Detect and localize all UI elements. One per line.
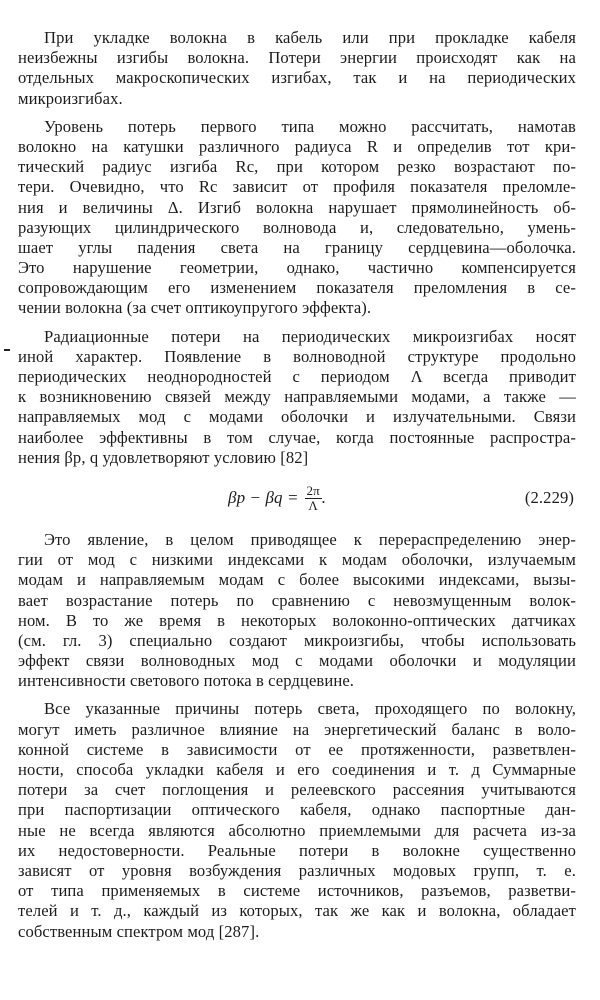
text-line: могут иметь различное влияние на энергетический баланс в воло- (18, 719, 576, 739)
text-line: шает углы падения света на границу сердцевина—оболочка. (18, 237, 576, 257)
equation-number: (2.229) (524, 487, 574, 507)
text-line: волокно на катушки различного радиуса R и определив тот кри- (18, 136, 576, 156)
equation-trailing: . (321, 488, 327, 508)
text-line: периодических неоднородностей с периодом Λ всегда приводит (18, 367, 576, 386)
document-page (18, 28, 576, 950)
text-line: к возникновению связей между направляемыми модами, а также — (18, 387, 576, 407)
text-line: разующих цилиндрического волновода и, следовательно, умень- (18, 217, 576, 237)
text-line: При укладке волокна в кабель или при прокладке кабеля (44, 28, 576, 47)
text-line: неизбежны изгибы волокна. Потери энергии происходят как на (18, 48, 576, 68)
text-line: потери за счет поглощения и релеевского рассеяния учитываются (18, 780, 576, 800)
text-line: ном. В то же время в некоторых волоконно-оптических датчиках (18, 610, 576, 630)
text-line: гии от мод с низкими индексами к модам оболочки, излучаемым (18, 550, 576, 570)
equation-fraction (305, 484, 322, 513)
text-line: иной характер. Появление в волноводной структуре продольно (18, 346, 576, 366)
text-line: (см. гл. 3) специально создают микроизгибы, чтобы использовать (18, 630, 576, 650)
equation-lhs: βp − βq = (228, 488, 299, 508)
text-line: ния и величины Δ. Изгиб волокна нарушает прямолинейность об- (18, 197, 576, 217)
text-line: зависят от уровня возбуждения различных модовых групп, т. е. (18, 860, 576, 880)
text-line: тери. Очевидно, что Rc зависит от профиля показателя преломле- (18, 177, 576, 197)
text-line: микроизгибах. (18, 88, 123, 108)
paragraph-1 (18, 28, 576, 109)
text-line: интенсивности светового потока в сердцевине. (18, 671, 355, 691)
text-line: Все указанные причины потерь света, проходящего по волокну, (44, 699, 576, 719)
paragraph-3 (18, 327, 576, 468)
text-line: Радиационные потери на периодических микроизгибах носят (44, 326, 576, 346)
text-line: при паспортизации оптического кабеля, однако паспортные дан- (18, 800, 576, 820)
text-line: направляемых мод с модами оболочки и излучательными. Связи (18, 407, 576, 427)
text-line: Уровень потерь первого типа можно рассчитать, намотав (44, 116, 576, 136)
equation-expression (228, 484, 326, 513)
text-line: тический радиус изгиба Rc, при котором резко возрастают по- (18, 157, 576, 177)
text-line: ности, способа укладки кабеля и его соединения и т. д Суммарные (18, 760, 576, 779)
text-line: сопровождающим его изменением показателя преломления в се- (18, 278, 576, 298)
text-line: эффект связи волноводных мод с модами оболочки и модуляции (18, 651, 576, 671)
text-line: отдельных макроскопических изгибах, так и на периодических (18, 68, 576, 88)
text-line: их недостоверности. Реальные потери в волокне существенно (18, 840, 576, 860)
text-line: телей и т. д., каждый из которых, так же как и волокна, обладает (18, 901, 576, 921)
margin-tick-mark (4, 349, 10, 351)
paragraph-2 (18, 117, 576, 319)
equation-2-229 (18, 480, 576, 520)
fraction-numerator: 2π (306, 482, 320, 498)
text-line: наиболее эффективны в том случае, когда постоянные распростра- (18, 427, 576, 447)
text-line: Это явление, в целом приводящее к перераспределению энер- (44, 529, 576, 549)
text-line: собственным спектром мод [287]. (18, 921, 260, 941)
text-line: модам и направляемым модам с более высокими индексами, вызы- (18, 570, 576, 590)
text-line: нения βp, q удовлетворяют условию [82] (18, 447, 309, 467)
paragraph-4 (18, 530, 576, 692)
text-line: от типа применяемых в системе источников, разъемов, разветви- (18, 881, 576, 901)
paragraph-5 (18, 699, 576, 941)
text-line: ные не всегда являются абсолютно приемлемыми для расчета из-за (18, 820, 576, 840)
text-line: конной системе в зависимости от ее протяженности, разветвлен- (18, 739, 576, 759)
text-line: чении волокна (за счет оптикоупругого эффекта). (18, 298, 372, 318)
text-line: вает возрастание потерь по сравнению с невозмущенным волок- (18, 590, 576, 610)
fraction-denominator: Λ (308, 497, 318, 513)
text-line: Это нарушение геометрии, однако, частично компенсируется (18, 258, 576, 278)
